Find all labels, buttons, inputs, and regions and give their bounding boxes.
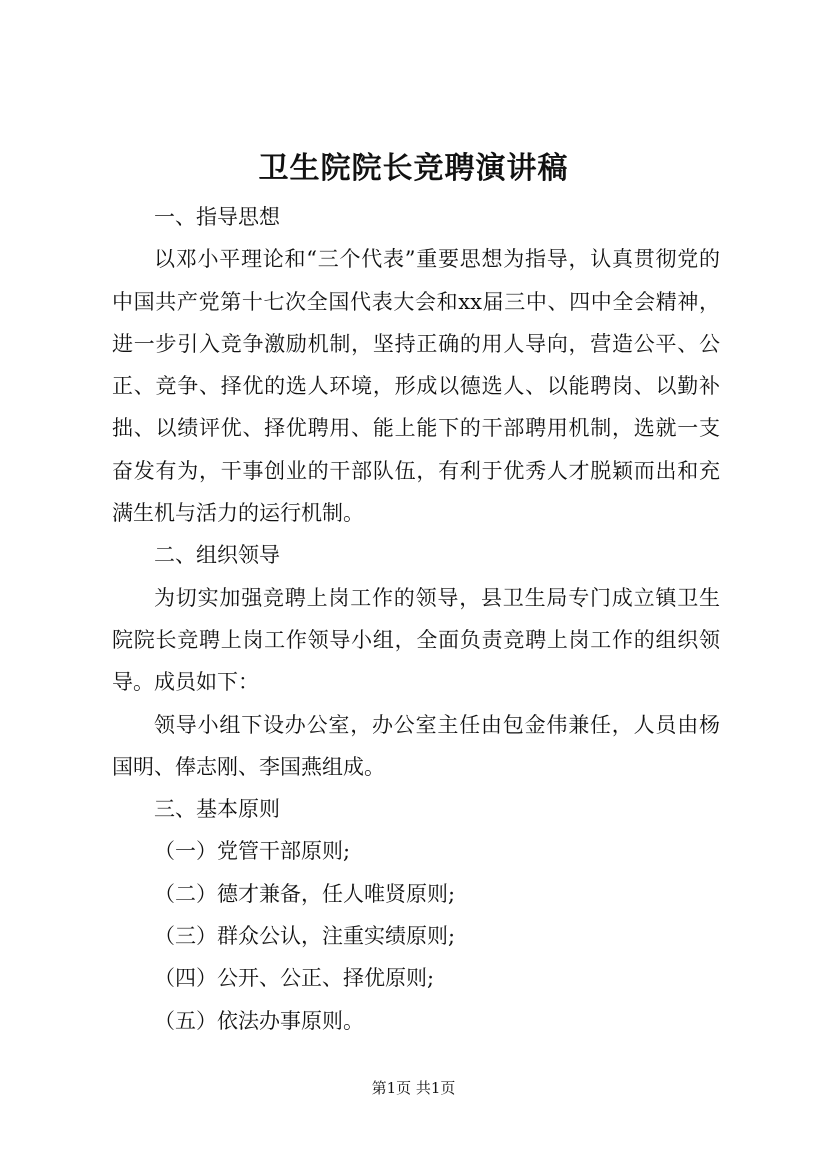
principle-item-2: （二）德才兼备，任人唯贤原则; [154,881,456,906]
section-heading-guiding-ideology: 一、指导思想 [154,205,280,229]
paragraph-organization-leadership: 为切实加强竞聘上岗工作的领导，县卫生局专门成立镇卫生院院长竞聘上岗工作领导小组，全面负责竞聘上岗工作的组织领导。成员如下： [112,585,720,695]
document-title: 卫生院院长竞聘演讲稿 [258,151,569,186]
page-footer: 第1页 共1页 [371,1079,456,1097]
principle-item-5: （五）依法办事原则。 [154,1008,364,1033]
document-body [112,196,720,1042]
principle-item-3: （三）群众公认，注重实绩原则; [154,924,456,949]
paragraph-office-members: 领导小组下设办公室，办公室主任由包金伟兼任，人员由杨国明、俸志刚、李国燕组成。 [112,712,720,779]
principle-item-1: （一）党管干部原则; [154,839,351,864]
principle-item-4: （四）公开、公正、择优原则; [154,966,435,991]
section-heading-basic-principles: 三、基本原则 [154,797,280,822]
section-heading-organization: 二、组织领导 [154,543,280,568]
paragraph-guiding-ideology: 以邓小平理论和“三个代表”重要思想为指导，认真贯彻党的中国共产党第十七次全国代表大会和xx届三中、四中全会精神，进一步引入竞争激励机制，坚持正确的用人导向，营造公平、公正、竞争、择优的选人环境，形成以德选人、以能聘岗、以勤补拙、以绩评优、择优聘用、能上能下的干部聘用机制，选就一支奋发有为，干事创业的干部队伍，有利于优秀人才脱颖而出和充满生机与活力的运行机制。 [112,247,720,526]
